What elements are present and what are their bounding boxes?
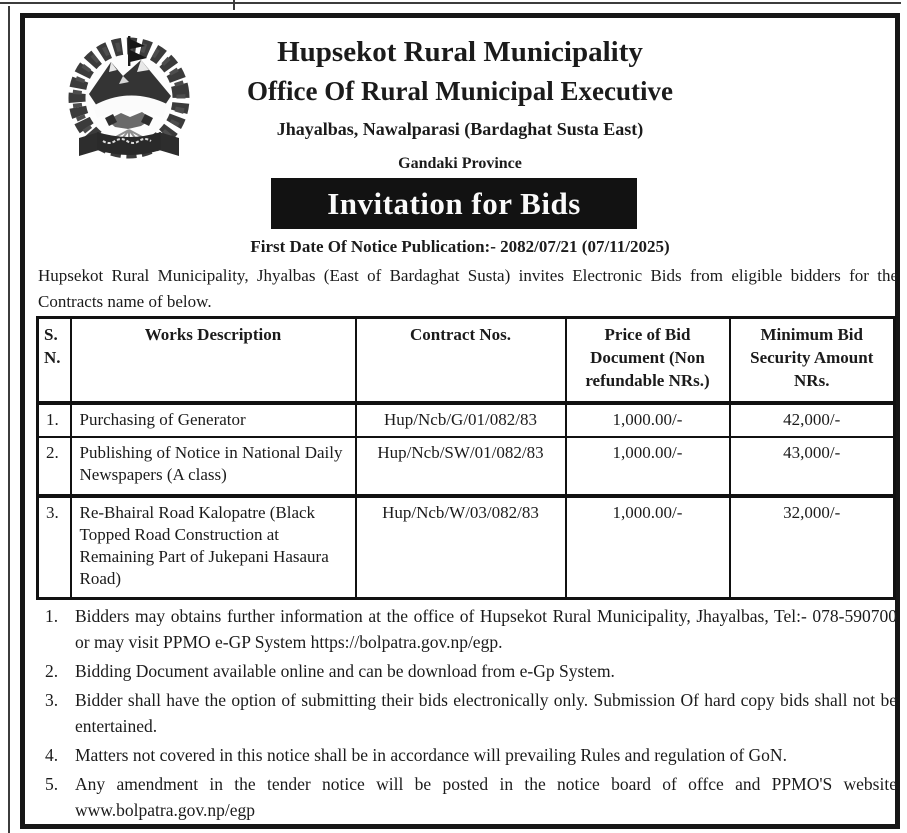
cell-bid-security: 42,000/- [730, 403, 895, 437]
cell-bid-security: 43,000/- [730, 437, 895, 496]
note-number: 3. [45, 690, 59, 710]
intro-paragraph: Hupsekot Rural Municipality, Jhyalbas (East of Bardaghat Susta) invites Electronic Bids from eligible bidders for the Contracts name of below. [38, 266, 898, 311]
note-text: Any amendment in the tender notice will be posted in the notice board of offce and PPMO'S website www.bolpatra.gov.np/egp [75, 774, 897, 820]
note-number: 5. [45, 774, 59, 794]
cell-works-description: Purchasing of Generator [71, 403, 356, 437]
bids-table [36, 316, 896, 600]
cell-contract-no: Hup/Ncb/G/01/082/83 [356, 403, 566, 437]
office-name: Office Of Rural Municipal Executive [247, 76, 673, 106]
note-item [45, 603, 897, 655]
header-contract-nos: Contract Nos. [356, 318, 566, 403]
note-text: Bidder shall have the option of submitting their bids electronically only. Submission Of hard copy bids shall not be entertained. [75, 690, 897, 736]
table-row [38, 496, 895, 599]
cell-document-price: 1,000.00/- [566, 403, 730, 437]
table-row [38, 437, 895, 496]
office-address: Jhayalbas, Nawalparasi (Bardaghat Susta East) [276, 119, 644, 139]
note-item [45, 771, 897, 823]
header-bid-security: Minimum Bid Security Amount NRs. [730, 318, 895, 403]
cell-works-description: Re-Bhairal Road Kalopatre (Black Topped Road Construction at Remaining Part of Jukepani Hasaura Road) [71, 496, 356, 599]
note-text: Matters not covered in this notice shall be in accordance will prevailing Rules and regulation of GoN. [75, 745, 787, 765]
invitation-banner: Invitation for Bids [271, 178, 637, 229]
note-text: Bidding Document available online and can be download from e-Gp System. [75, 661, 615, 681]
publication-date-line: First Date Of Notice Publication:- 2082/07/21 (07/11/2025) [250, 237, 670, 256]
header-sn: S. N. [38, 318, 71, 403]
cell-document-price: 1,000.00/- [566, 437, 730, 496]
note-number: 4. [45, 745, 59, 765]
province-name: Gandaki Province [398, 155, 522, 172]
cell-sn: 1. [38, 403, 71, 437]
note-item [45, 658, 897, 684]
notice-document [20, 13, 900, 829]
table-header-row [38, 318, 895, 403]
cell-sn: 3. [38, 496, 71, 599]
masthead [25, 32, 895, 180]
cell-works-description: Publishing of Notice in National Daily Newspapers (A class) [71, 437, 356, 496]
municipality-name: Hupsekot Rural Municipality [277, 36, 643, 68]
note-number: 1. [45, 606, 59, 626]
cell-bid-security: 32,000/- [730, 496, 895, 599]
cell-document-price: 1,000.00/- [566, 496, 730, 599]
scan-artifact-left-line [8, 6, 10, 833]
header-works-description: Works Description [71, 318, 356, 403]
scan-artifact-top-line [0, 2, 901, 4]
cell-contract-no: Hup/Ncb/W/03/082/83 [356, 496, 566, 599]
notes-list [45, 603, 897, 826]
scan-artifact-tick [233, 0, 235, 10]
note-item [45, 687, 897, 739]
note-text: Bidders may obtains further information at the office of Hupsekot Rural Municipality, Jhayalbas, Tel:- 078-590700 or may visit PPMO e-GP System https://bolpatra.gov.np/egp. [75, 606, 897, 652]
cell-contract-no: Hup/Ncb/SW/01/082/83 [356, 437, 566, 496]
note-number: 2. [45, 661, 59, 681]
note-item [45, 742, 897, 768]
cell-sn: 2. [38, 437, 71, 496]
header-bid-document-price: Price of Bid Document (Non refundable NRs.) [566, 318, 730, 403]
table-row [38, 403, 895, 437]
